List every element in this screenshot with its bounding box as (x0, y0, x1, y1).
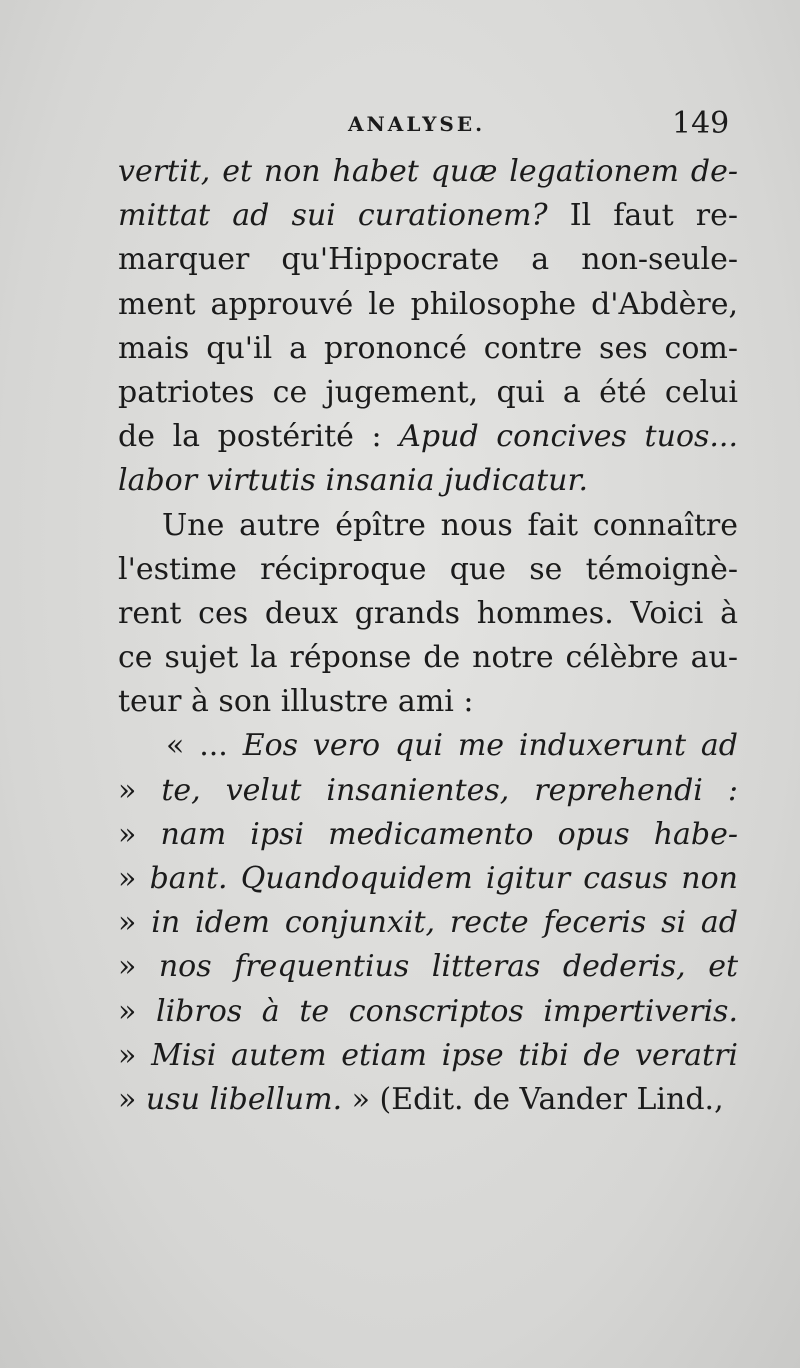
text-line (118, 327, 738, 371)
italic-text: Eos vero qui me induxerunt ad (242, 728, 738, 764)
roman-text: rent ces deux grands hommes. Voici à (118, 595, 738, 631)
roman-text: ce sujet la réponse de notre célèbre au- (118, 640, 738, 676)
text-line (118, 813, 738, 857)
text-line (118, 150, 738, 194)
italic-text: bant. Quandoquidem igitur casus non (149, 861, 738, 896)
roman-text: » (118, 905, 152, 941)
running-head: ANALYSE. (348, 112, 486, 136)
italic-text: mittat ad sui curationem? (118, 198, 548, 234)
text-line (118, 548, 738, 592)
roman-text: » (118, 816, 161, 852)
italic-text: Misi autem etiam ipse tibi de veratri (151, 1037, 739, 1073)
roman-text: Une autre épître nous fait connaître (162, 507, 738, 543)
text-line (118, 1034, 738, 1078)
text-line (118, 680, 738, 724)
roman-text: ment approuvé le philosophe d'Abdère, (118, 286, 738, 322)
roman-text: mais qu'il a prononcé contre ses com- (118, 330, 738, 366)
text-line (118, 459, 738, 503)
roman-text: » (118, 1037, 152, 1073)
text-line (118, 238, 738, 282)
roman-text: » (Edit. de Vander Lind., (342, 1081, 724, 1117)
text-line (118, 504, 738, 548)
text-line (118, 194, 738, 238)
roman-text: teur à son illustre ami : (118, 684, 474, 720)
roman-text: » (118, 993, 156, 1029)
text-line (118, 724, 738, 768)
text-line (118, 990, 738, 1034)
text-line (118, 1078, 738, 1122)
roman-text: Il faut re- (547, 198, 738, 234)
text-line (118, 945, 738, 989)
italic-text: in idem conjunxit, recte feceris si ad (151, 905, 739, 941)
italic-text: usu libellum. (145, 1081, 343, 1117)
page-number: 149 (672, 106, 730, 141)
roman-text: » (118, 1081, 146, 1117)
text-line (118, 415, 738, 459)
italic-text: vertit, et non habet quæ legationem de- (118, 154, 738, 189)
page-header (0, 106, 800, 146)
text-line (118, 371, 738, 415)
roman-text: patriotes ce jugement, qui a été celui (118, 374, 738, 410)
text-line (118, 592, 738, 636)
roman-text: » (118, 861, 150, 896)
body-text (118, 150, 738, 1122)
italic-text: nos frequentius litteras dederis, et (158, 949, 739, 985)
roman-text: » (118, 949, 159, 985)
text-line (118, 769, 738, 813)
italic-text: te, velut insanientes, reprehendi : (161, 772, 738, 808)
roman-text: de la postérité : (118, 419, 400, 455)
roman-text: « ... (166, 728, 243, 764)
italic-text: libros à te conscriptos impertiveris. (155, 993, 738, 1029)
text-line (118, 283, 738, 327)
roman-text: marquer qu'Hippocrate a non-seule- (118, 242, 738, 278)
roman-text: » (118, 772, 162, 808)
text-line (118, 636, 738, 680)
text-line (118, 901, 738, 945)
text-line (118, 857, 738, 901)
italic-text: Apud concives tuos... (399, 419, 739, 455)
italic-text: nam ipsi medicamento opus habe- (160, 816, 739, 852)
roman-text: l'estime réciproque que se témoignè- (118, 551, 738, 587)
italic-text: labor virtutis insania judicatur. (118, 463, 589, 499)
